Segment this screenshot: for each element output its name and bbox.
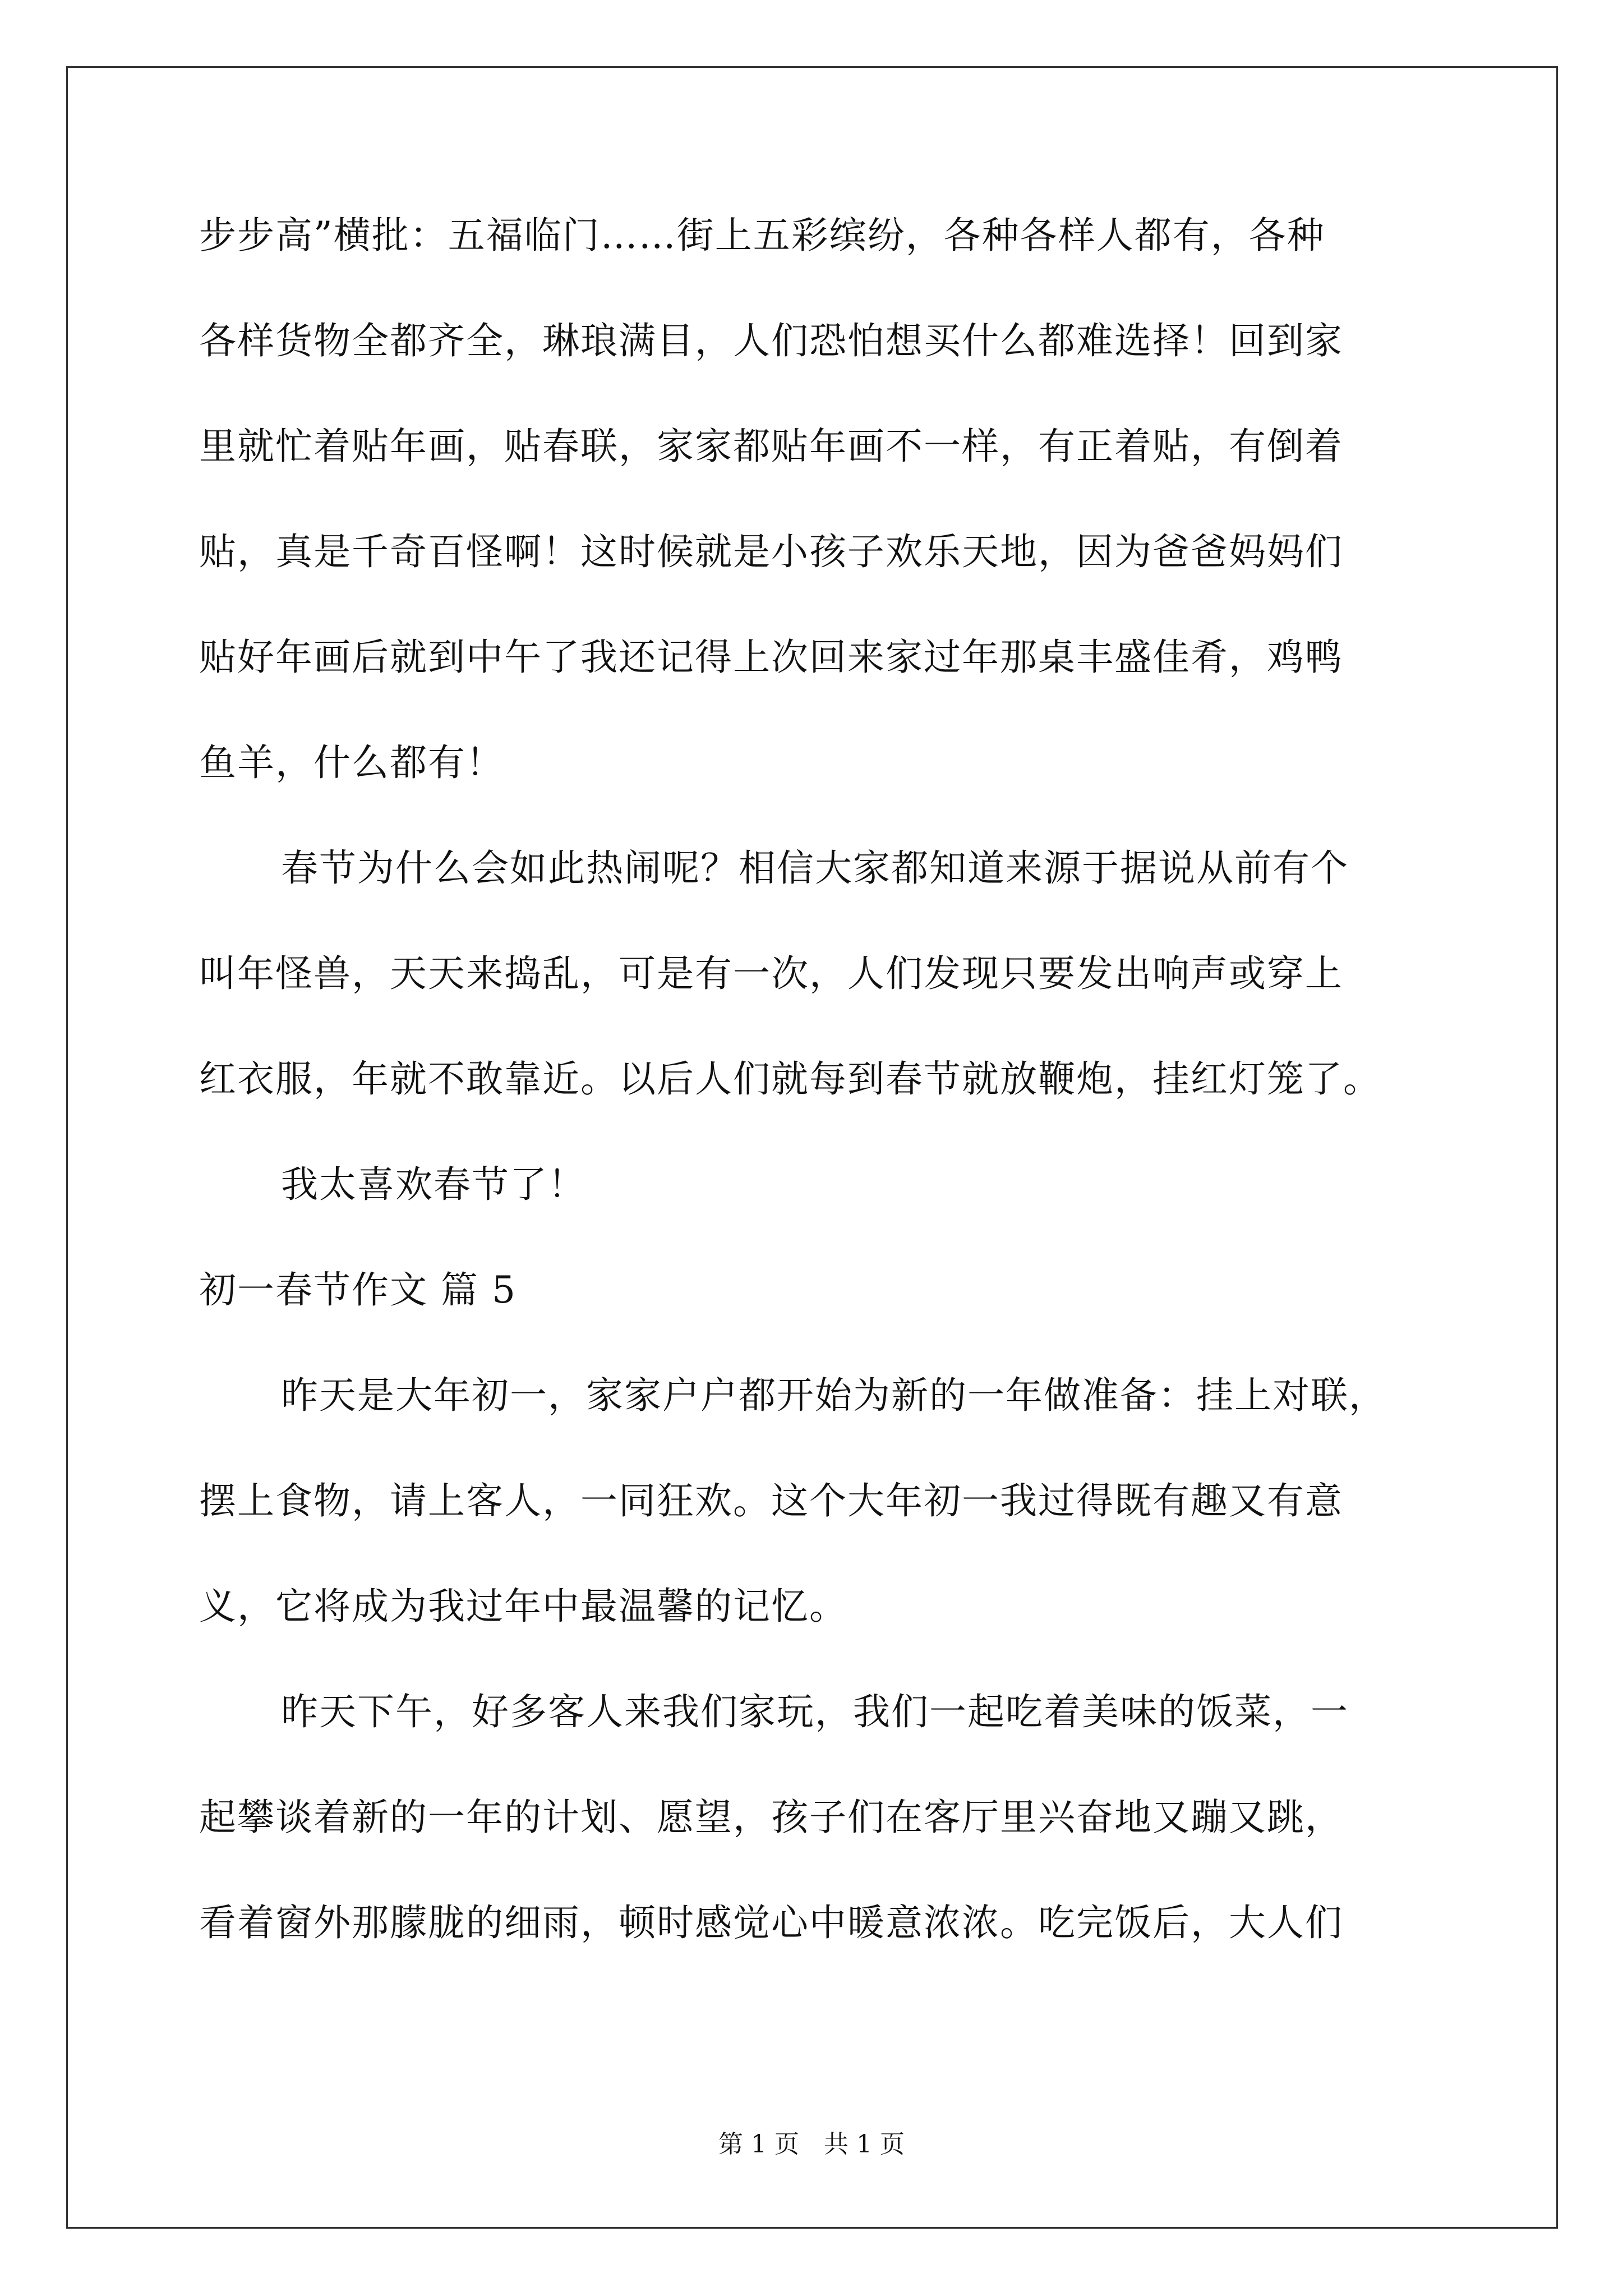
text-line: 步步高”横批：五福临门……街上五彩缤纷，各种各样人都有，各种 [199,214,1325,257]
paragraph-start-line: 昨天是大年初一，家家户户都开始为新的一年做准备：挂上对联， [281,1374,1387,1417]
text-line: 贴，真是千奇百怪啊！这时候就是小孩子欢乐天地，因为爸爸妈妈们 [199,530,1343,573]
text-line: 义，它将成为我过年中最温馨的记忆。 [199,1585,847,1628]
text-line: 看着窗外那朦胧的细雨，顿时感觉心中暖意浓浓。吃完饭后，大人们 [199,1901,1343,1944]
paragraph-start-line: 我太喜欢春节了！ [281,1163,586,1206]
text-line: 摆上食物，请上客人，一同狂欢。这个大年初一我过得既有趣又有意 [199,1479,1343,1522]
text-line: 叫年怪兽，天天来捣乱，可是有一次，人们发现只要发出响声或穿上 [199,952,1343,995]
text-line: 里就忙着贴年画，贴春联，家家都贴年画不一样，有正着贴，有倒着 [199,425,1343,468]
text-line: 鱼羊，什么都有！ [199,741,504,784]
paragraph-start-line: 昨天下午，好多客人来我们家玩，我们一起吃着美味的饭菜，一 [281,1690,1349,1733]
text-line: 起攀谈着新的一年的计划、愿望，孩子们在客厅里兴奋地又蹦又跳， [199,1796,1343,1839]
text-line: 红衣服，年就不敢靠近。以后人们就每到春节就放鞭炮，挂红灯笼了。 [199,1057,1381,1101]
text-line: 贴好年画后就到中午了我还记得上次回来家过年那桌丰盛佳肴，鸡鸭 [199,636,1343,679]
paragraph-start-line: 春节为什么会如此热闹呢？相信大家都知道来源于据说从前有个 [281,846,1349,890]
text-line: 各样货物全都齐全，琳琅满目，人们恐怕想买什么都难选择！回到家 [199,319,1343,362]
section-heading: 初一春节作文 篇 5 [199,1268,517,1312]
page-number-footer: 第 1 页 共 1 页 [718,2130,905,2159]
